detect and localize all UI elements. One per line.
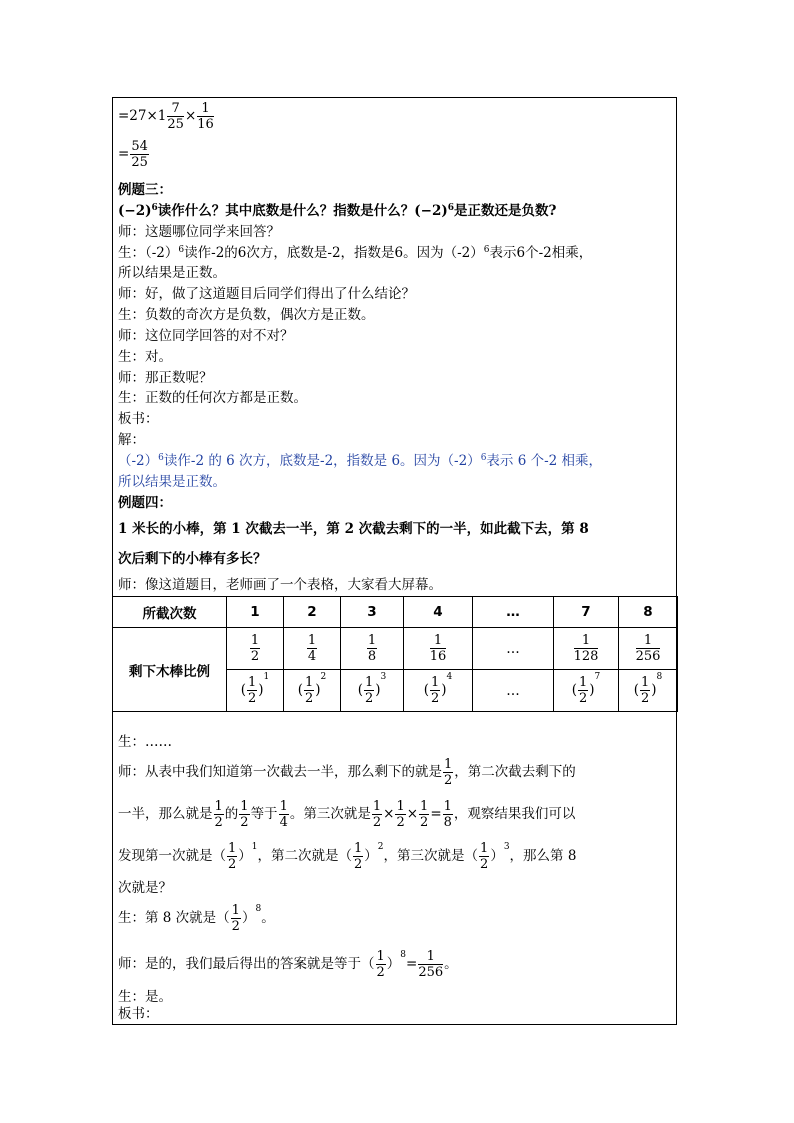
denominator: 2 [372, 815, 382, 830]
q-part: 读作什么？其中底数是什么？指数是什么？(−2) [157, 203, 448, 219]
exponent: 3 [503, 842, 510, 852]
numerator: 1 [367, 633, 377, 648]
fraction [197, 101, 214, 132]
fraction [247, 675, 257, 706]
exponent: 2 [377, 842, 384, 852]
denominator: 2 [578, 691, 588, 706]
numerator: 1 [443, 799, 452, 814]
times-sign: × [184, 108, 197, 124]
table-cell [619, 670, 678, 712]
exponent: 1 [263, 672, 270, 682]
denominator: 2 [228, 857, 237, 872]
numerator: 1 [420, 799, 429, 814]
numerator: 1 [247, 675, 257, 690]
fraction [214, 799, 224, 830]
dialog-line: 师：这位同学回答的对不对？ [118, 328, 294, 344]
text-part: 的 [224, 806, 239, 822]
exponent: 6 [178, 245, 185, 255]
dialog-line [118, 757, 576, 788]
dialog-line: 师：像这道题目，老师画了一个表格，大家看大屏幕。 [118, 577, 442, 593]
table-row-fractions [113, 628, 678, 670]
text-part: 发现第一次就是（ [118, 848, 226, 864]
paren: ) [589, 682, 595, 698]
table-cell [404, 628, 473, 670]
table-header-cell: … [473, 597, 554, 628]
fraction [443, 799, 453, 830]
table-cell [227, 628, 284, 670]
denominator: 2 [247, 691, 257, 706]
denominator: 2 [304, 691, 314, 706]
table-cell [619, 628, 678, 670]
paren: ( [571, 682, 577, 698]
denominator: 256 [635, 649, 661, 664]
table-header-cell: 7 [554, 597, 619, 628]
table-cell [404, 670, 473, 712]
numerator: 1 [430, 633, 447, 649]
denominator: 16 [429, 649, 447, 664]
calc-line-2 [118, 139, 150, 170]
fraction [372, 799, 382, 830]
denominator: 8 [443, 815, 452, 830]
fraction [279, 799, 289, 830]
example-4-question-line: 1 米长的小棒，第 1 次截去一半，第 2 次截去剩下的一半，如此截下去，第 8 [118, 521, 589, 537]
ellipsis: … [506, 640, 520, 657]
numerator: 1 [197, 101, 214, 117]
fraction [443, 757, 453, 788]
exponent: 8 [255, 904, 262, 914]
fraction [367, 633, 377, 664]
dialog-line: 生：是。 [118, 989, 172, 1005]
board-solution-line: 所以结果是正数。 [118, 474, 226, 490]
numerator: 1 [372, 799, 382, 814]
fraction [307, 633, 317, 664]
exponent: 6 [483, 245, 490, 255]
table-cell [284, 670, 341, 712]
table-header-cell: 4 [404, 597, 473, 628]
text-part: 表示6个-2相乘， [489, 245, 593, 261]
example-4-title: 例题四： [118, 495, 172, 511]
dialog-line: 师：那正数呢？ [118, 370, 213, 386]
numerator: 1 [214, 799, 223, 814]
denominator: 2 [420, 815, 429, 830]
paren: ) [375, 682, 381, 698]
fraction [353, 841, 363, 872]
denominator: 2 [231, 919, 240, 934]
fraction [364, 675, 374, 706]
fraction [574, 633, 599, 664]
denominator: 2 [250, 649, 260, 664]
fraction [636, 633, 661, 664]
denominator: 2 [444, 773, 453, 788]
dialog-line: 生：对。 [118, 349, 172, 365]
denominator: 2 [364, 691, 374, 706]
denominator: 8 [367, 649, 377, 664]
q-part: (−2) [118, 203, 152, 219]
numerator: 1 [430, 675, 440, 690]
exponent: 6 [480, 453, 487, 463]
dialog-line [118, 244, 592, 262]
fraction [430, 633, 447, 664]
times-sign: × [406, 806, 419, 822]
denominator: 16 [197, 117, 214, 132]
fraction [479, 841, 489, 872]
dialog-line: 所以结果是正数。 [118, 265, 226, 281]
denominator: 4 [279, 815, 288, 830]
fraction [640, 675, 650, 706]
text-part: 。 [261, 910, 275, 926]
denominator: 2 [430, 691, 440, 706]
paren: ) [441, 682, 447, 698]
text-part: 师：是的，我们最后得出的答案就是等于（ [118, 956, 375, 972]
text-part: ，第二次就是（ [257, 848, 353, 864]
numerator: 1 [396, 799, 405, 814]
dialog-line [118, 903, 275, 934]
table-row-label: 剩下木棒比例 [113, 628, 227, 712]
exponent: 1 [251, 842, 258, 852]
numerator: 1 [231, 903, 240, 918]
text-part: ） [241, 910, 256, 926]
dialog-line: 解： [118, 432, 145, 448]
denominator: 2 [240, 815, 249, 830]
fraction [418, 949, 443, 980]
text-part: 。 [444, 956, 458, 972]
denominator: 2 [214, 815, 223, 830]
text-part: 等于 [250, 806, 278, 822]
table-header-cell: 2 [284, 597, 341, 628]
numerator: 1 [574, 633, 599, 649]
paren: ( [357, 682, 363, 698]
paren: ) [258, 682, 264, 698]
calc-prefix: =27×1 [118, 108, 167, 124]
fraction [419, 799, 429, 830]
denominator: 25 [131, 155, 148, 170]
denominator: 2 [396, 815, 405, 830]
numerator: 1 [640, 675, 650, 690]
numerator: 1 [354, 841, 363, 856]
fraction [304, 675, 314, 706]
table-cell [473, 670, 554, 712]
board-solution-line [118, 452, 602, 470]
numerator: 54 [131, 139, 148, 154]
dialog-line: 次就是？ [118, 880, 172, 896]
denominator: 256 [418, 965, 444, 980]
table-cell [227, 670, 284, 712]
text-part: 师：从表中我们知道第一次截去一半，那么剩下的就是 [118, 764, 442, 780]
text-part: 读作-2 的 6 次方，底数是-2，指数是 6。因为（-2） [163, 453, 481, 469]
equals-sign: = [406, 956, 418, 972]
denominator: 2 [376, 965, 385, 980]
fraction [578, 675, 588, 706]
table-cell [554, 628, 619, 670]
numerator: 1 [364, 675, 374, 690]
numerator: 1 [240, 799, 249, 814]
fraction [250, 633, 260, 664]
text-part: 生：第 8 次就是（ [118, 910, 230, 926]
numerator: 1 [376, 949, 385, 964]
text-part: ） [386, 956, 401, 972]
equals-sign: = [118, 146, 130, 162]
ellipsis: … [506, 682, 520, 699]
table-cell [284, 628, 341, 670]
text-part: 。第三次就是 [289, 806, 371, 822]
denominator: 4 [307, 649, 317, 664]
text-part: ，那么第 8 [509, 848, 577, 864]
cut-table [112, 596, 678, 712]
example-3-question [118, 202, 556, 220]
table-cell [341, 670, 404, 712]
dialog-line: 师：好，做了这道题目后同学们得出了什么结论？ [118, 286, 415, 302]
fraction [239, 799, 249, 830]
table-header-cell: 1 [227, 597, 284, 628]
text-part: ） [490, 848, 504, 864]
text-part: ） [364, 848, 378, 864]
numerator: 1 [307, 633, 317, 648]
table-header-cell: 8 [619, 597, 678, 628]
example-3-title: 例题三： [118, 182, 172, 198]
exponent: 8 [656, 672, 663, 682]
q-exponent: 6 [447, 203, 454, 213]
table-cell [554, 670, 619, 712]
times-sign: × [383, 806, 395, 822]
fraction [395, 799, 405, 830]
text-part: ，第三次就是（ [383, 848, 479, 864]
numerator: 1 [444, 757, 453, 772]
table-cell [473, 628, 554, 670]
denominator: 25 [167, 117, 184, 132]
paren: ) [651, 682, 657, 698]
dialog-line [118, 799, 575, 830]
dialog-line [118, 949, 458, 980]
dialog-line: 生：…… [118, 734, 172, 750]
calc-line-1 [118, 101, 215, 132]
text-part: 表示 6 个-2 相乘， [486, 453, 603, 469]
text-part: ，观察结果我们可以 [453, 806, 576, 822]
denominator: 2 [354, 857, 363, 872]
paren: ( [297, 682, 303, 698]
exponent: 2 [320, 672, 327, 682]
table-header-cell: 3 [341, 597, 404, 628]
numerator: 1 [228, 841, 237, 856]
exponent: 6 [158, 453, 164, 463]
exponent: 8 [400, 950, 407, 960]
denominator: 128 [573, 649, 599, 664]
numerator: 1 [418, 949, 443, 965]
text-part: ） [238, 848, 252, 864]
numerator: 1 [578, 675, 588, 690]
text-part: 读作-2的6次方，底数是-2，指数是6。因为（-2） [184, 245, 484, 261]
numerator: 7 [167, 101, 184, 117]
text-part: ，第二次截去剩下的 [454, 764, 576, 780]
numerator: 1 [279, 799, 288, 814]
dialog-line: 生：正数的任何次方都是正数。 [118, 390, 307, 406]
exponent: 4 [446, 672, 453, 682]
numerator: 1 [480, 841, 489, 856]
dialog-line: 师：这题哪位同学来回答？ [118, 224, 280, 240]
equals-sign: = [430, 806, 442, 822]
q-exponent: 6 [151, 203, 158, 213]
fraction [227, 841, 237, 872]
table-cell [341, 628, 404, 670]
numerator: 1 [636, 633, 661, 649]
denominator: 2 [480, 857, 489, 872]
numerator: 1 [250, 633, 260, 648]
text-part: 一半，那么就是 [118, 806, 213, 822]
fraction [130, 139, 149, 170]
example-4-question-line: 次后剩下的小棒有多长？ [118, 551, 267, 567]
exponent: 7 [594, 672, 601, 682]
paren: ( [240, 682, 246, 698]
q-part: 是正数还是负数? [454, 203, 557, 219]
table-header-row [113, 597, 678, 628]
paren: ( [633, 682, 639, 698]
dialog-line: 板书： [118, 1006, 159, 1022]
fraction [430, 675, 440, 706]
numerator: 1 [304, 675, 314, 690]
fraction [376, 949, 386, 980]
exponent: 3 [380, 672, 387, 682]
paren: ( [423, 682, 429, 698]
fraction [167, 101, 184, 132]
dialog-line: 板书： [118, 411, 159, 427]
table-header-label: 所截次数 [113, 597, 227, 628]
dialog-line: 生：负数的奇次方是负数，偶次方是正数。 [118, 307, 375, 323]
dialog-line [118, 841, 576, 872]
text-part: （-2） [118, 453, 159, 469]
fraction [231, 903, 241, 934]
paren: ) [315, 682, 321, 698]
denominator: 2 [640, 691, 650, 706]
text-part: 生：（-2） [118, 245, 179, 261]
